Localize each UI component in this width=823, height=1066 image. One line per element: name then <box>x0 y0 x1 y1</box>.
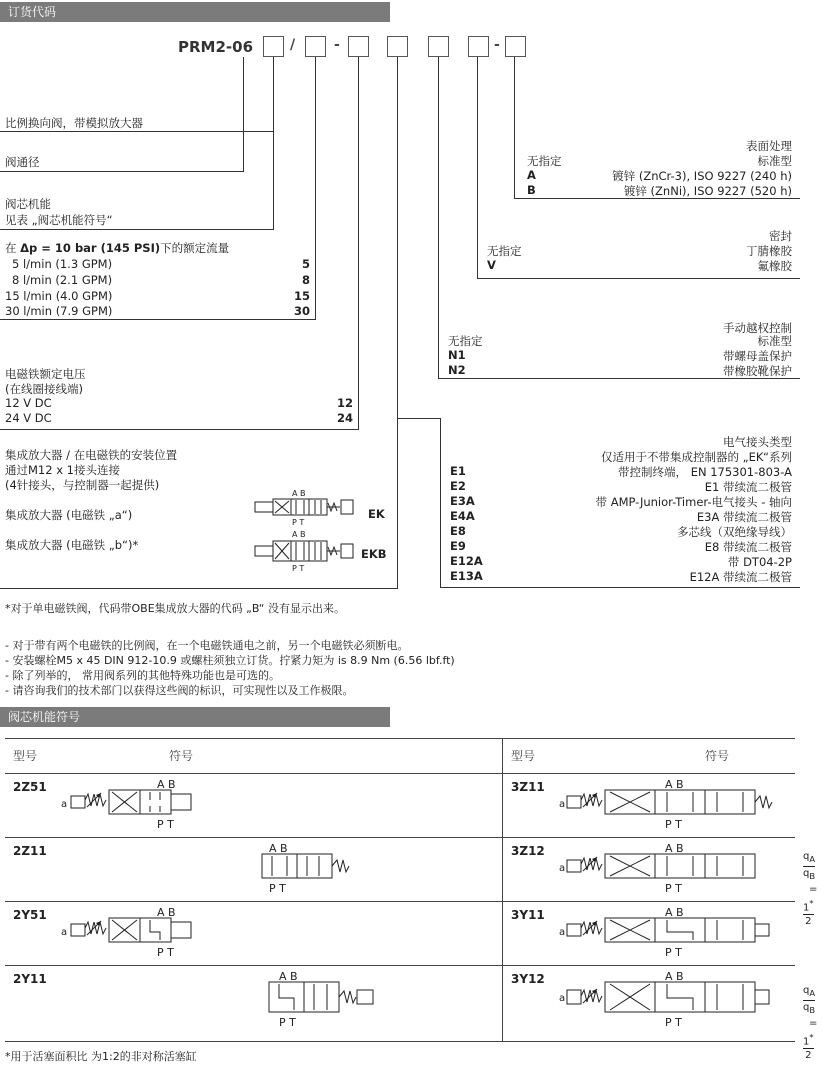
symbol-cell <box>57 774 503 838</box>
amp-line2: 通过M12 x 1接头连接 <box>5 463 120 477</box>
voltage-label: 24 V DC <box>5 411 52 425</box>
solenoid-label: a <box>559 993 566 1004</box>
note-line: - 除了列举的， 常用阀系列的其他特殊功能也是可选的。 <box>5 669 280 682</box>
spool-2z11-symbol <box>57 838 357 898</box>
connector-code: E12A <box>450 554 483 568</box>
connector-desc: E1 带续流二极管 <box>704 480 792 494</box>
connector-desc: 带 AMP-Junior-Timer-电气接头 - 轴向 <box>595 495 792 509</box>
amp-label: 集成放大器 (电磁铁 „b“)* <box>5 538 139 552</box>
leader-line <box>0 588 398 589</box>
connector-desc: 多芯线（双绝缘导线） <box>677 525 792 539</box>
spool-model: 3Y11 <box>503 902 555 966</box>
amp-title: 集成放大器 / 在电磁铁的安装位置 <box>5 448 178 462</box>
code-box-5 <box>428 36 449 57</box>
leader-line <box>397 57 398 589</box>
connector-code: E2 <box>450 479 466 493</box>
col-model-header: 型号 <box>5 739 57 774</box>
leader-line <box>358 57 359 430</box>
leader-line <box>477 57 478 279</box>
connector-code: E4A <box>450 509 475 523</box>
ordering-footnote: *对于单电磁铁阀，代码带OBE集成放大器的代码 „B“ 没有显示出来。 <box>5 602 345 615</box>
override-desc: 标准型 <box>757 334 792 348</box>
leader-line <box>0 229 274 230</box>
note-line: - 安装螺栓M5 x 45 DIN 912-10.9 或螺柱须独立订货。拧紧力矩为 is 8.9 Nm (6.56 lbf.ft) <box>5 654 455 667</box>
spool-model: 3Z12 <box>503 838 555 902</box>
port-label: A B <box>292 489 306 498</box>
leader-line <box>440 418 441 588</box>
surface-desc: 镀锌 (ZnCr-3), ISO 9227 (240 h) <box>612 169 792 183</box>
symbol-cell <box>57 902 503 966</box>
symbol-cell <box>57 966 503 1042</box>
spool-text: 阀芯机能 <box>5 197 51 211</box>
connector-code: E9 <box>450 539 466 553</box>
port-label: P T <box>156 818 174 831</box>
port-label: A B <box>665 906 684 919</box>
connector-title: 电气接头类型 <box>723 435 792 449</box>
amp-label: 集成放大器 (电磁铁 „a“) <box>5 508 133 522</box>
ek-valve-symbol <box>245 488 357 528</box>
connector-desc: 带控制终端， EN 175301-803-A <box>618 465 792 479</box>
amp-line3: (4针接头，与控制器一起提供) <box>5 478 160 492</box>
solenoid-label: a <box>559 863 566 874</box>
spool-2y51-symbol <box>57 902 257 962</box>
spool-model: 3Y12 <box>503 966 555 1042</box>
symbol-cell <box>555 966 818 1061</box>
note-line: - 对于带有两个电磁铁的比例阀，在一个电磁铁通电之前，另一个电磁铁必须断电。 <box>5 639 409 652</box>
leader-line <box>0 319 316 320</box>
leader-line <box>0 429 359 430</box>
code-separator-dash-2: - <box>494 37 500 53</box>
flow-label: 30 l/min (7.9 GPM) <box>5 304 113 318</box>
leader-line <box>273 132 274 230</box>
spool-ref-text: 见表 „阀芯机能符号“ <box>5 213 113 227</box>
size-text: 阀通径 <box>5 155 40 169</box>
surface-desc: 镀锌 (ZnNi), ISO 9227 (520 h) <box>623 184 792 198</box>
code-box-6 <box>468 36 489 57</box>
port-label: P T <box>156 946 174 959</box>
symbol-cell <box>555 838 818 927</box>
leader-line <box>0 171 244 172</box>
flow-label: 15 l/min (4.0 GPM) <box>5 289 113 303</box>
override-desc: 带螺母盖保护 <box>723 349 792 363</box>
surface-desc: 标准型 <box>757 154 792 168</box>
flow-code: 8 <box>301 273 310 287</box>
spool-2y11-symbol <box>57 966 387 1030</box>
area-ratio: $\frac{q_A}{q_B}$ = $\frac{1^*}{2}$ <box>803 851 818 927</box>
spool-3z12-symbol <box>555 838 795 898</box>
col-symbol-header: 符号 <box>57 739 503 774</box>
port-label: P T <box>292 564 305 573</box>
flow-code: 15 <box>293 289 310 303</box>
leader-line <box>514 57 515 199</box>
model-code: PRM2-06 <box>178 38 254 56</box>
connector-desc: E8 带续流二极管 <box>704 540 792 554</box>
symbol-cell <box>57 838 503 902</box>
spool-model: 2Z51 <box>5 774 57 838</box>
seal-none: 无指定 <box>487 244 522 258</box>
flow-code: 30 <box>293 304 310 318</box>
voltage-label: 12 V DC <box>5 396 52 410</box>
spool-3y12-symbol <box>555 966 795 1030</box>
solenoid-label: a <box>559 799 566 810</box>
override-desc: 带橡胶靴保护 <box>723 364 792 378</box>
spool-3z11-symbol <box>555 774 795 834</box>
solenoid-label: a <box>559 927 566 938</box>
leader-line <box>477 278 800 279</box>
leader-line <box>315 57 316 320</box>
flow-title: 在 Δp = 10 bar (145 PSI)下的额定流量 <box>5 241 230 255</box>
port-label: P T <box>268 882 286 895</box>
connector-code: E13A <box>450 569 483 583</box>
amp-code: EK <box>368 507 385 521</box>
port-label: A B <box>156 906 176 919</box>
port-label: P T <box>665 946 682 959</box>
code-box-7 <box>505 36 526 57</box>
surface-code: B <box>527 183 536 197</box>
port-label: P T <box>665 882 682 895</box>
col-symbol-header: 符号 <box>555 739 795 774</box>
seal-desc: 丁腈橡胶 <box>746 244 792 258</box>
voltage-code: 24 <box>336 411 353 425</box>
leader-line <box>438 57 439 379</box>
voltage-subtitle: (在线圈接线端) <box>5 382 83 396</box>
flow-label: 8 l/min (2.1 GPM) <box>12 273 113 287</box>
spool-2z51-symbol <box>57 774 257 834</box>
override-none: 无指定 <box>448 334 483 348</box>
port-label: A B <box>665 778 684 791</box>
note-line: - 请咨询我们的技术部门以获得这些阀的标识，可实现性以及工作极限。 <box>5 684 354 697</box>
solenoid-label: a <box>60 927 68 938</box>
connector-code: E3A <box>450 494 475 508</box>
spool-model: 3Z11 <box>503 774 555 838</box>
port-label: P T <box>278 1016 296 1029</box>
code-box-1 <box>263 36 284 57</box>
code-box-2 <box>305 36 326 57</box>
connector-desc: 带 DT04-2P <box>727 555 792 569</box>
surface-none: 无指定 <box>527 154 562 168</box>
solenoid-label: a <box>60 799 68 810</box>
seal-code: V <box>487 258 496 272</box>
connector-desc: E12A 带续流二极管 <box>689 570 792 584</box>
desc-text: 比例换向阀，带模拟放大器 <box>5 116 143 130</box>
ekb-valve-symbol <box>245 527 357 575</box>
code-box-4 <box>387 36 408 57</box>
port-label: A B <box>156 778 176 791</box>
port-label: A B <box>292 530 306 539</box>
seal-desc: 氟橡胶 <box>757 259 792 273</box>
surface-title: 表面处理 <box>746 139 792 153</box>
connector-desc: E3A 带续流二极管 <box>696 510 792 524</box>
leader-line <box>440 587 800 588</box>
leader-line <box>243 57 244 172</box>
leader-line <box>0 131 274 132</box>
spool-3y11-symbol <box>555 902 795 962</box>
area-ratio: $\frac{q_A}{q_B}$ = $\frac{1^*}{2}$ <box>803 985 818 1061</box>
port-label: A B <box>665 842 684 855</box>
connector-subtitle: 仅适用于不带集成控制器的 „EK“系列 <box>600 450 792 464</box>
ordering-section-header: 订货代码 <box>0 2 390 22</box>
seal-title: 密封 <box>769 229 792 243</box>
spool-model: 2Y51 <box>5 902 57 966</box>
leader-line <box>273 57 274 132</box>
port-label: P T <box>665 1016 682 1029</box>
voltage-code: 12 <box>336 396 353 410</box>
code-box-3 <box>348 36 369 57</box>
flow-code: 5 <box>301 257 310 271</box>
symbol-cell <box>555 902 795 966</box>
leader-line <box>398 418 440 419</box>
port-label: A B <box>268 842 288 855</box>
flow-label: 5 l/min (1.3 GPM) <box>12 257 113 271</box>
voltage-title: 电磁铁额定电压 <box>5 367 86 381</box>
override-title: 手动越权控制 <box>723 321 792 335</box>
port-label: P T <box>665 818 682 831</box>
surface-code: A <box>527 168 536 182</box>
symbols-footnote: *用于活塞面积比 为1:2的非对称活塞缸 <box>5 1050 197 1063</box>
col-model-header: 型号 <box>503 739 555 774</box>
override-code: N1 <box>448 348 466 362</box>
code-separator-slash: / <box>290 37 296 53</box>
override-code: N2 <box>448 363 466 377</box>
connector-code: E1 <box>450 464 466 478</box>
connector-code: E8 <box>450 524 466 538</box>
port-label: A B <box>665 970 684 983</box>
port-label: A B <box>278 970 298 983</box>
symbols-section-header: 阀芯机能符号 <box>0 707 390 727</box>
spool-model: 2Y11 <box>5 966 57 1042</box>
code-separator-dash: - <box>334 37 340 53</box>
spool-model: 2Z11 <box>5 838 57 902</box>
symbol-cell <box>555 774 795 838</box>
port-label: P T <box>292 518 305 527</box>
amp-code: EKB <box>361 547 387 561</box>
